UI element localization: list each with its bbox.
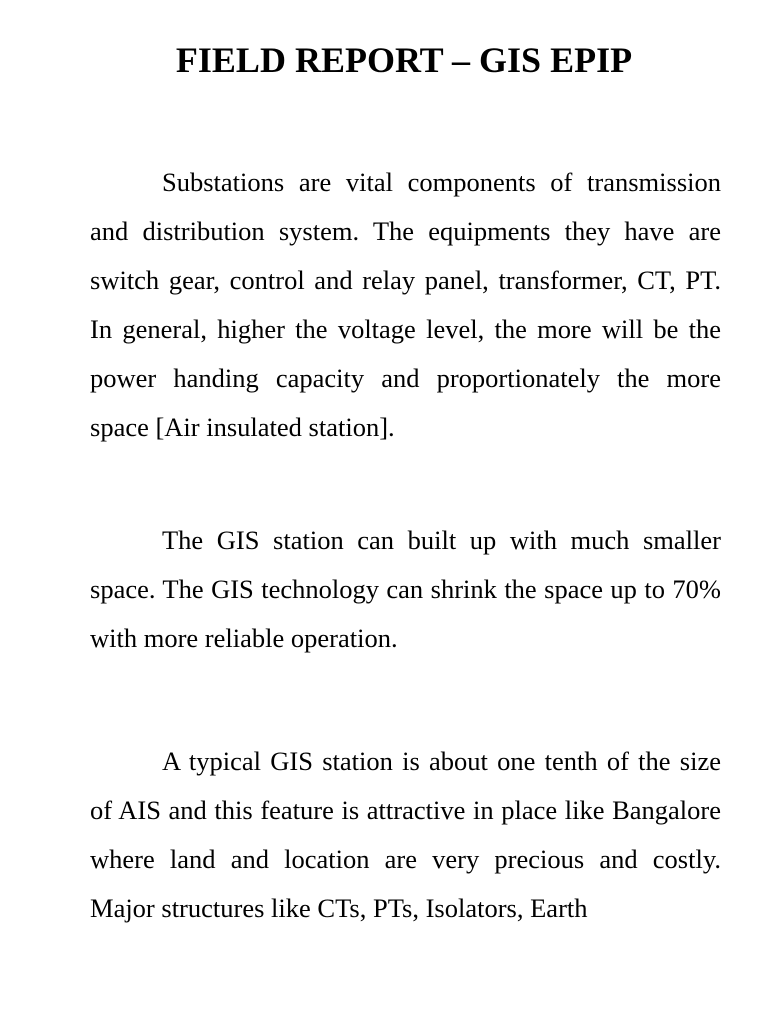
page-title: FIELD REPORT – GIS EPIP <box>175 40 633 80</box>
paragraph-gis-size: A typical GIS station is about one tenth of the size of AIS and this feature is attractive in place like Bangalore where land and location are very precious and costly. Major structures like CTs, PTs, Isolators, Earth <box>90 746 721 923</box>
paragraph-gis-space: The GIS station can built up with much smaller space. The GIS technology can shrink the space up to 70% with more reliable operation. <box>90 525 721 653</box>
paragraph-substations: Substations are vital components of transmission and distribution system. The equipments they have are switch gear, control and relay panel, transformer, CT, PT. In general, higher the voltage level, the more will be the power handing capacity and proportionately the more space [Air insulated station]. <box>90 167 721 442</box>
